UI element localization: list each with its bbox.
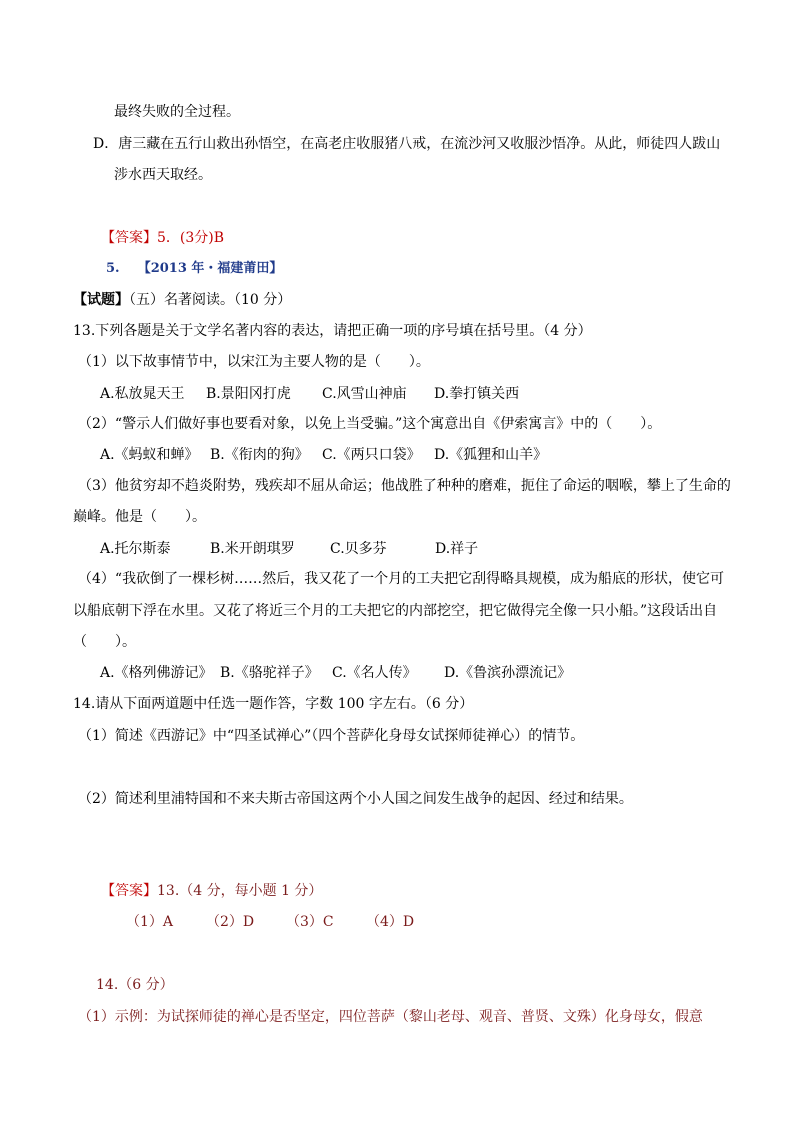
q13-2-options <box>100 445 547 465</box>
answer-item: （1）A <box>126 914 174 930</box>
answer-item: （3）C <box>286 914 334 930</box>
q13-stem: 13.下列各题是关于文学名著内容的表达，请把正确一项的序号填在括号里。（4 分） <box>73 323 592 339</box>
answer-item: （2）D <box>206 914 255 930</box>
option: C.《名人传》 <box>332 665 417 681</box>
continued-line: 最终失败的全过程。 <box>114 104 240 120</box>
q14-1-stem: （1）简述《西游记》中“四圣试禅心”（四个菩萨化身母女试探师徒禅心）的情节。 <box>78 728 585 744</box>
option-d-line1: D．唐三藏在五行山救出孙悟空，在高老庄收服猪八戒，在流沙河又收服沙悟净。从此，师徒四人跋山 <box>93 136 721 152</box>
q13-4-stem-line1: （4）“我砍倒了一棵杉树……然后，我又花了一个月的工夫把它刮得略具规模，成为船底的形状，使它可 <box>78 571 725 587</box>
option: B.米开朗琪罗 <box>210 541 295 557</box>
source-tag: 【2013 年・福建莆田】 <box>137 261 283 276</box>
answer-tag: 【答案】 <box>101 883 157 899</box>
answer-14-1: （1）示例：为试探师徒的禅心是否坚定，四位菩萨（黎山老母、观音、普贤、文殊）化身母女，假意 <box>78 1009 703 1025</box>
q13-2-stem: （2）“警示人们做好事也要看对象，以免上当受骗。”这个寓意出自《伊索寓言》中的（ ）。 <box>78 416 662 432</box>
q13-3-options <box>100 539 478 559</box>
answer-text: 5．(3分)B <box>157 230 225 246</box>
option: A.私放晁天王 <box>100 386 185 402</box>
source-line <box>106 259 282 279</box>
q13-1-stem: （1）以下故事情节中，以宋江为主要人物的是（ ）。 <box>78 354 430 370</box>
answer-text: 13.（4 分，每小题 1 分） <box>157 883 323 899</box>
q14-stem: 14.请从下面两道题中任选一题作答，字数 100 字左右。（6 分） <box>73 696 474 712</box>
option: C.《两只口袋》 <box>322 447 421 463</box>
answer-item: （4）D <box>366 914 415 930</box>
q13-4-options <box>100 663 571 683</box>
option: D.《狐狸和山羊》 <box>434 447 548 463</box>
option: C.风雪山神庙 <box>322 386 407 402</box>
option: C.贝多芬 <box>330 541 387 557</box>
question-heading <box>73 290 291 310</box>
option: A.《蚂蚁和蝉》 <box>100 447 199 463</box>
q13-4-stem-line2: 以船底朝下浮在水里。又花了将近三个月的工夫把它的内部挖空，把它做得完全像一只小船。”这段话出自 <box>73 603 718 619</box>
option: D.《鲁滨孙漂流记》 <box>444 665 572 681</box>
option: B.《衔肉的狗》 <box>210 447 309 463</box>
answer-14-heading: 14.（6 分） <box>96 977 174 993</box>
option: A.《格列佛游记》 <box>100 665 213 681</box>
q13-4-stem-line3: （ ）。 <box>73 634 136 650</box>
q13-1-options <box>100 384 519 404</box>
option-d-line2: 涉水西天取经。 <box>114 167 212 183</box>
question-title: （五）名著阅读。（10 分） <box>129 292 292 308</box>
answer-block-2 <box>101 881 322 901</box>
answer-block-1 <box>101 228 224 248</box>
question-tag: 【试题】 <box>73 292 129 308</box>
option: B.景阳冈打虎 <box>206 386 291 402</box>
q13-3-stem-line2: 巅峰。他是（ ）。 <box>73 509 206 525</box>
q13-3-stem-line1: （3）他贫穷却不趋炎附势，残疾却不屈从命运；他战胜了种种的磨难，扼住了命运的咽喉，攀上了生命的 <box>78 478 731 494</box>
option: D.拳打镇关西 <box>434 386 520 402</box>
answer-tag: 【答案】 <box>101 230 157 246</box>
option: D.祥子 <box>435 541 479 557</box>
option: B.《骆驼祥子》 <box>220 665 319 681</box>
answer-13-items <box>126 912 414 932</box>
option: A.托尔斯泰 <box>100 541 171 557</box>
q14-2-stem: （2）简述利里浦特国和不来夫斯古帝国这两个小人国之间发生战争的起因、经过和结果。 <box>78 791 633 807</box>
source-number: 5. <box>106 261 120 276</box>
